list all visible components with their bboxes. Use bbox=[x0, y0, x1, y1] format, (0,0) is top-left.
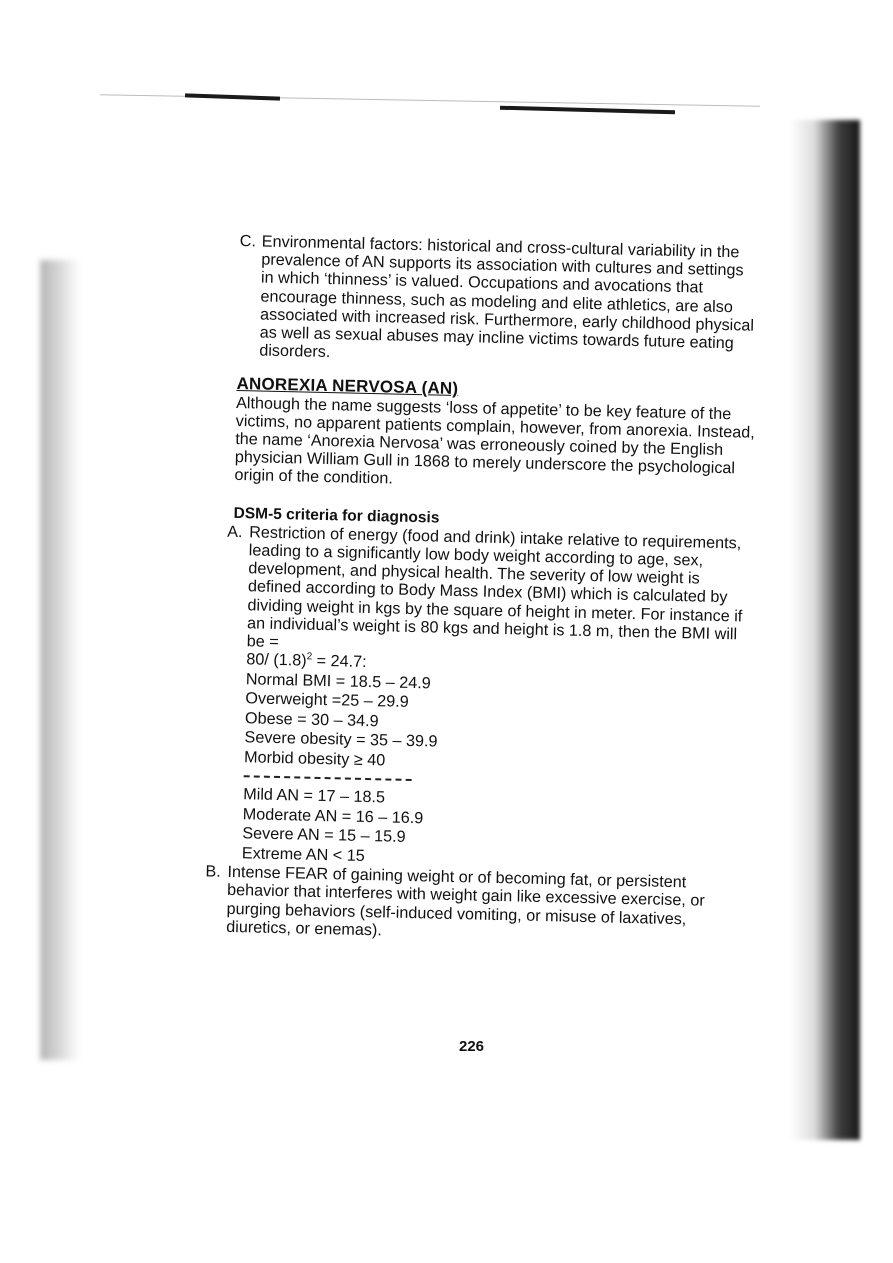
criterion-a bbox=[225, 523, 754, 662]
scan-top-mark-left bbox=[185, 93, 280, 100]
section-c-text: Environmental factors: historical and cross-cultural variability in the prevalence of AN supports its association with cultures and settings in which ‘thinness’ is valued. Occupations and avocations that encourage thinness, such as modeling and elite athletics, are also associated with increased risk. Furthermore, early childhood physical as well as sexual abuses may incline victims towards future eating disorders. bbox=[259, 232, 755, 362]
bmi-category: Overweight =25 – 29.9 bbox=[245, 689, 409, 712]
an-category: Mild AN = 17 – 18.5 bbox=[243, 785, 386, 807]
section-c bbox=[237, 232, 760, 371]
criterion-a-text: Restriction of energy (food and drink) intake relative to requirements, leading to a significantly low body weight according to age, sex, development, and physical health. The severity of low weight is defined according to Body Mass Index (BMI) which is calculated by dividing weight in kgs by the square of height in meter. For instance if an individual’s weight is 80 kgs and height is 1.8 m, then the BMI will be = bbox=[246, 523, 743, 652]
bmi-category: Obese = 30 – 34.9 bbox=[244, 709, 379, 731]
scan-left-edge-shadow bbox=[40, 260, 80, 1060]
formula-suffix: = 24.7: bbox=[311, 652, 367, 672]
bmi-category: Morbid obesity ≥ 40 bbox=[243, 747, 386, 770]
scan-right-edge-shadow bbox=[790, 120, 860, 1140]
criterion-b-marker: B. bbox=[205, 862, 221, 881]
an-severity-block bbox=[242, 785, 748, 874]
anorexia-paragraph: Although the name suggests ‘loss of appetite’ to be key feature of the victims, no apparent patients complain, however, from anorexia. Instead, the name ‘Anorexia Nervosa’ was erroneously coined by the English physician William Gull in 1868 to merely underscore the psychological origin of the condition. bbox=[234, 393, 755, 488]
bmi-category: Severe obesity = 35 – 39.9 bbox=[244, 728, 438, 751]
page-content bbox=[205, 232, 760, 948]
separator-line bbox=[244, 775, 412, 781]
formula-prefix: 80/ (1.8) bbox=[246, 650, 307, 670]
page-number: 226 bbox=[459, 1038, 485, 1055]
dsm-heading: DSM-5 criteria for diagnosis bbox=[233, 504, 440, 527]
section-c-marker: C. bbox=[239, 232, 257, 251]
criterion-b-text: Intense FEAR of gaining weight or of becoming fat, or persistent behavior that interferes with weight gain like excessive exercise, or purging behaviors (self-induced vomiting, or misuse of laxatives, diuretics, or enemas). bbox=[226, 863, 705, 940]
criterion-a-marker: A. bbox=[226, 522, 243, 541]
an-category: Moderate AN = 16 – 16.9 bbox=[242, 804, 424, 828]
formula-exponent: 2 bbox=[306, 651, 313, 663]
anorexia-heading: ANOREXIA NERVOSA (AN) bbox=[236, 374, 459, 399]
an-category: Extreme AN < 15 bbox=[241, 843, 365, 865]
scan-top-mark-right bbox=[500, 106, 675, 115]
criterion-b bbox=[204, 863, 746, 948]
bmi-category: Normal BMI = 18.5 – 24.9 bbox=[245, 670, 431, 693]
bmi-block bbox=[244, 651, 751, 779]
an-category: Severe AN = 15 – 15.9 bbox=[242, 824, 406, 847]
